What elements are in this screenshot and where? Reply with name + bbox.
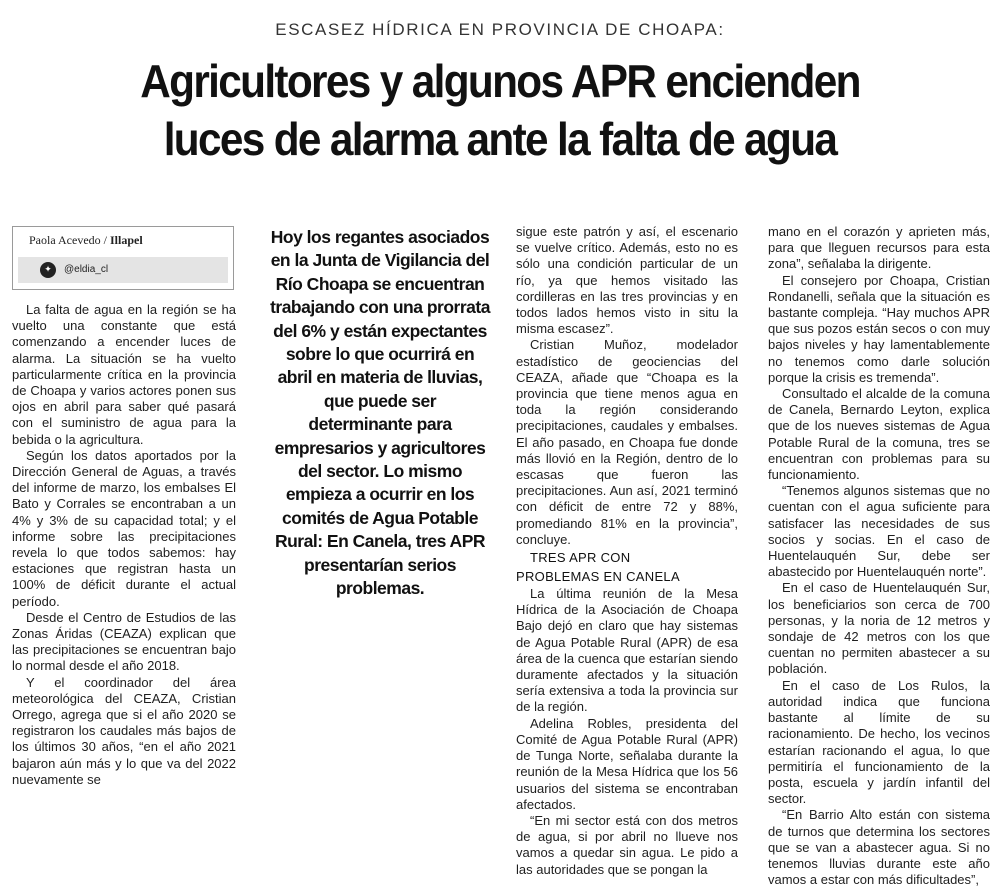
column-4 (768, 224, 990, 888)
col3-paragraph: Cristian Muñoz, modelador estadístico de geociencias del CEAZA, añade que “Choapa es la provincia que tiene menos agua en toda la región considerando precipitaciones, caudales y embalses. El año pasado, en Choapa fue donde más llovió en la Región, dentro de lo escasas que fueron las precipitaciones. Aun así, 2021 terminó con déficit de entre 72 y 88%, promediando 81% en la provincia”, concluye. (516, 337, 738, 547)
col4-paragraph: El consejero por Choapa, Cristian Rondanelli, señala que la situación es bastante compleja. “Hay muchos APR que sus pozos están secos o con muy bajos niveles y hay lamentablemente no tenemos como darle solución porque la crisis es tremenda”. (768, 272, 990, 385)
kicker: ESCASEZ HÍDRICA EN PROVINCIA DE CHOAPA: (275, 20, 725, 39)
byline-handle: @eldia_cl (64, 264, 109, 275)
col1-paragraph: La falta de agua en la región se ha vuelto una constante que está comenzando a encender luces de alarma. La situación se ha vuelto particularmente crítica en la provincia de Choapa y varios actores ponen sus ojos en abril para saber qué pasará con el suministro de agua para la bebida o la agricultura. (12, 302, 236, 447)
byline-name (29, 233, 143, 248)
twitter-icon: ✦ (40, 262, 56, 278)
col3-paragraph: La última reunión de la Mesa Hídrica de la Asociación de Choapa Bajo dejó en claro que hay sistemas de Agua Potable Rural (APR) de esa área de la cuenca que estarían siendo duramente afectados y la situación sería extensiva a toda la provincia sur de la región. (516, 586, 738, 715)
byline-handle-bar (18, 257, 228, 283)
subhead-line-1: TRES APR CON (530, 550, 631, 566)
col3-paragraph: sigue este patrón y así, el escenario se vuelve crítico. Además, esto no es sólo una condición particular de un río, ya que hemos visitado las cordilleras en las tres provincias y en todos lados hemos visto in situ la misma escasez”. (516, 224, 738, 337)
col4-paragraph: Consultado el alcalde de la comuna de Canela, Bernardo Leyton, explica que de los nueves sistemas de Agua Potable Rural de la comuna, tres se encuentran con problemas para su funcionamiento. (768, 386, 990, 483)
headline-line-2: luces de alarma ante la falta de agua (163, 113, 837, 165)
column-3 (516, 224, 738, 878)
col4-paragraph: En el caso de Los Rulos, la autoridad indica que funciona bastante al límite de su racionamiento. De hecho, los vecinos estarían racionando el agua, lo que permitiría el funcionamiento de la posta, escuela y jardín infantil del sector. (768, 677, 990, 807)
headline-line-1: Agricultores y algunos APR encienden (140, 55, 860, 107)
byline-separator: / (100, 233, 110, 247)
col1-paragraph: Según los datos aportados por la Dirección General de Aguas, a través del informe de marzo, los embalses El Bato y Corrales se encontraban a un 4% y 3% de su capacidad total; y el informe sobre las precipitaciones revela lo que todos sabemos: hay estaciones que registran hasta un 100% de déficit durante el actual período. (12, 447, 236, 609)
section-subhead (516, 548, 738, 586)
col4-paragraph: “Tenemos algunos sistemas que no cuentan con el agua suficiente para satisfacer las necesidades de sus socios y socias. En el caso de Huentelauquén Sur, debe ser abastecido por Huentelauquén norte”. (768, 483, 990, 580)
column-1 (12, 302, 236, 788)
byline-location: Illapel (110, 233, 143, 247)
col1-paragraph: Desde el Centro de Estudios de las Zonas Áridas (CEAZA) explican que las precipitaciones se encuentran bajo lo normal desde el año 2018. (12, 609, 236, 674)
col1-paragraph: Y el coordinador del área meteorológica del CEAZA, Cristian Orrego, agrega que si el año 2020 se registraron los caudales más bajos de los últimos 30 años, “en el año 2021 bajaron aún más y lo que va del 2022 nuevamente se (12, 674, 236, 787)
headline (40, 52, 960, 168)
col4-paragraph: “En Barrio Alto están con sistema de turnos que determina los sectores que se van a abastecer agua. Si no tenemos lluvias durante este año vamos a estar con más dificultades”, (768, 807, 990, 888)
pull-quote: Hoy los regantes asociados en la Junta de Vigilancia del Río Choapa se encuentran trabajando con una prorrata del 6% y están expectantes sobre lo que ocurrirá en abril en materia de lluvias, que puede ser determinante para empresarios y agricultores del sector. Lo mismo empieza a ocurrir en los comités de Agua Potable Rural: En Canela, tres APR presentarían serios problemas. (270, 227, 490, 599)
col3-paragraph: “En mi sector está con dos metros de agua, si por abril no llueve nos vamos a quedar sin agua. Le pido a las autoridades que se pongan la (516, 812, 738, 877)
col4-paragraph: En el caso de Huentelauquén Sur, los beneficiarios son cerca de 700 personas, y la noria de 12 metros y sondaje de 42 metros con los que cuentan no permiten abastecer a su población. (768, 580, 990, 677)
col4-paragraph: mano en el corazón y aprieten más, para que lleguen recursos para esta zona”, señalaba la dirigente. (768, 224, 990, 272)
col3-paragraph: Adelina Robles, presidenta del Comité de Agua Potable Rural (APR) de Tunga Norte, señalaba durante la reunión de la Mesa Hídrica que los 56 usuarios del sistema se encontraban afectados. (516, 715, 738, 812)
byline-author: Paola Acevedo (29, 233, 101, 247)
subhead-line-2: PROBLEMAS EN CANELA (516, 569, 680, 585)
byline-box (12, 226, 234, 290)
